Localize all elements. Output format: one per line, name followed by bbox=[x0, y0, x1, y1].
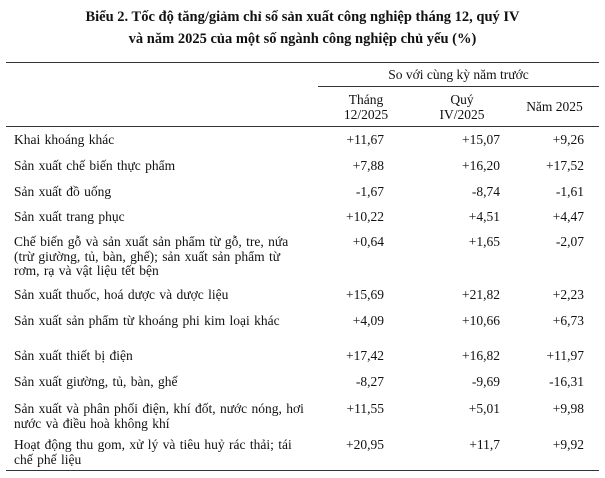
value-year: +11,97 bbox=[546, 348, 584, 363]
value-year: +17,52 bbox=[546, 158, 584, 173]
row-label: Sản xuất sản phẩm từ khoáng phi kim loại khác bbox=[14, 313, 280, 328]
value-month: +17,42 bbox=[346, 348, 384, 363]
value-year: -16,31 bbox=[549, 374, 584, 389]
value-month: +15,69 bbox=[346, 287, 384, 302]
row-label: Sản xuất chế biến thực phẩm bbox=[14, 158, 176, 173]
value-quarter: +10,66 bbox=[462, 313, 500, 328]
header-col-quarter-line1: Quý bbox=[450, 92, 474, 107]
value-year: +9,98 bbox=[552, 401, 584, 416]
top-rule bbox=[6, 62, 599, 63]
row-label: Sản xuất đồ uống bbox=[14, 184, 112, 199]
value-quarter: +16,20 bbox=[462, 158, 500, 173]
header-col-quarter bbox=[414, 92, 510, 122]
value-month: -1,67 bbox=[355, 184, 384, 199]
header-col-month-line2: 12/2025 bbox=[343, 107, 389, 122]
row-label: Khai khoáng khác bbox=[14, 132, 115, 147]
value-month: +20,95 bbox=[346, 437, 384, 452]
header-group-rule bbox=[318, 86, 599, 87]
value-quarter: +16,82 bbox=[462, 348, 500, 363]
value-month: +10,22 bbox=[346, 209, 384, 224]
value-year: -1,61 bbox=[555, 184, 584, 199]
header-col-month bbox=[318, 92, 414, 122]
table-title bbox=[0, 6, 605, 50]
value-quarter: +5,01 bbox=[468, 401, 500, 416]
row-label: Sản xuất trang phục bbox=[14, 209, 125, 224]
header-col-month-line1: Tháng bbox=[348, 92, 384, 107]
value-quarter: +4,51 bbox=[468, 209, 500, 224]
row-label: Hoạt động thu gom, xử lý và tiêu huỷ rác thải; tái chế phế liệu bbox=[14, 437, 292, 467]
value-quarter: +21,82 bbox=[462, 287, 500, 302]
header-group-label: So với cùng kỳ năm trước bbox=[388, 67, 529, 82]
value-month: +4,09 bbox=[352, 313, 384, 328]
value-month: +0,64 bbox=[352, 234, 384, 249]
row-label: Chế biến gỗ và sản xuất sản phẩm từ gỗ, tre, nứa (trừ giường, tủ, bàn, ghế); sản xuất sản phẩm từ rơm, rạ và vật liệu tết bện bbox=[14, 234, 289, 278]
header-col-year bbox=[510, 99, 599, 114]
row-label: Sản xuất thiết bị điện bbox=[14, 348, 133, 363]
value-month: +11,55 bbox=[346, 401, 384, 416]
value-quarter: +1,65 bbox=[468, 234, 500, 249]
header-bottom-rule bbox=[6, 126, 599, 127]
value-month: +7,88 bbox=[352, 158, 384, 173]
header-col-year-line1: Năm 2025 bbox=[526, 99, 583, 114]
value-quarter: -9,69 bbox=[471, 374, 500, 389]
value-month: -8,27 bbox=[355, 374, 384, 389]
value-year: -2,07 bbox=[555, 234, 584, 249]
value-quarter: -8,74 bbox=[471, 184, 500, 199]
value-year: +2,23 bbox=[552, 287, 584, 302]
table-title-line2: và năm 2025 của một số ngành công nghiệp chủ yếu (%) bbox=[128, 31, 477, 47]
row-label: Sản xuất và phân phối điện, khí đốt, nước nóng, hơi nước và điều hoà không khí bbox=[14, 401, 304, 431]
value-quarter: +11,7 bbox=[469, 437, 500, 452]
value-month: +11,67 bbox=[346, 132, 384, 147]
header-col-quarter-line2: IV/2025 bbox=[439, 107, 485, 122]
bottom-rule bbox=[6, 470, 599, 471]
value-quarter: +15,07 bbox=[462, 132, 500, 147]
row-label: Sản xuất thuốc, hoá dược và dược liệu bbox=[14, 287, 229, 302]
row-label: Sản xuất giường, tủ, bàn, ghế bbox=[14, 374, 178, 389]
value-year: +6,73 bbox=[552, 313, 584, 328]
table-title-line1: Biểu 2. Tốc độ tăng/giảm chỉ số sản xuất công nghiệp tháng 12, quý IV bbox=[85, 9, 520, 25]
value-year: +9,92 bbox=[552, 437, 584, 452]
value-year: +9,26 bbox=[552, 132, 584, 147]
value-year: +4,47 bbox=[552, 209, 584, 224]
